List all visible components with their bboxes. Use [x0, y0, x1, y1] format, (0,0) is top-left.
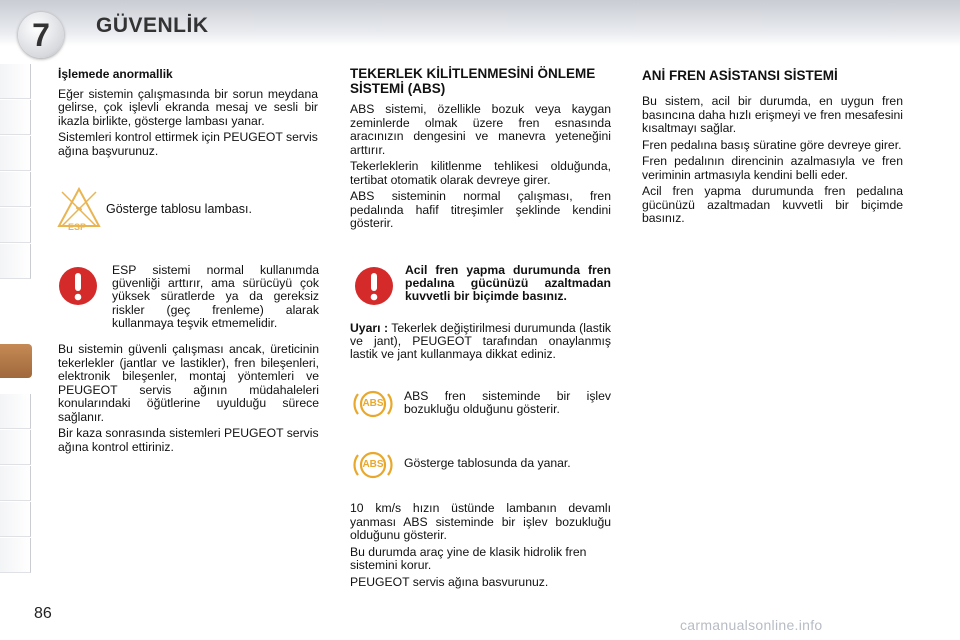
chapter-tab[interactable]	[0, 430, 31, 465]
chapter-tab[interactable]	[0, 502, 31, 537]
chapter-tab[interactable]	[0, 136, 31, 171]
paragraph: Sistemleri kontrol ettirmek için PEUGEOT servis ağına başvurunuz.	[58, 130, 318, 158]
left-column-bottom	[58, 343, 319, 457]
right-column	[642, 68, 903, 229]
chapter-number-badge: 7	[18, 12, 64, 58]
chapter-tab[interactable]	[0, 172, 31, 207]
chapter-tab[interactable]	[0, 538, 31, 573]
middle-column-bottom	[350, 502, 611, 592]
brake-assist-title: ANİ FREN ASİSTANSI SİSTEMİ	[642, 68, 838, 83]
chapter-tab[interactable]	[0, 208, 31, 243]
abs-warning-icon	[352, 388, 394, 425]
paragraph: Fren pedalına basış süratine göre devreye girer.	[642, 137, 902, 152]
page-title: GÜVENLİK	[96, 14, 209, 37]
paragraph: 10 km/s hızın üstünde lambanın devamlı yanması ABS sisteminde bir işlev bozukluğu olduğunu gösterir.	[350, 501, 611, 542]
chapter-tab[interactable]	[0, 64, 31, 99]
paragraph: Bir kaza sonrasında sistemleri PEUGEOT servis ağına kontrol ettiriniz.	[58, 426, 319, 454]
esp-lamp-caption: Gösterge tablosu lambası.	[106, 202, 252, 216]
page-number: 86	[34, 605, 52, 622]
chapter-tab-active[interactable]	[0, 344, 32, 378]
abs-warning-icon	[352, 449, 394, 486]
paragraph: PEUGEOT servis ağına basvurunuz.	[350, 574, 549, 589]
exclamation-warning-icon	[354, 266, 394, 311]
caution-label: Uyarı :	[350, 321, 389, 335]
paragraph: ABS sisteminin normal çalışması, fren pedalında hafif titreşimler şeklinde kendini gösterir.	[350, 189, 611, 230]
paragraph: Fren pedalının direncinin azalmasıyla ve fren veriminin artmasıyla kendini belli eder.	[642, 154, 903, 182]
chapter-tab[interactable]	[0, 466, 31, 501]
watermark: carmanualsonline.info	[680, 617, 823, 633]
abs-fault-caption: ABS fren sisteminde bir işlev bozukluğu olduğunu gösterir.	[404, 389, 611, 417]
left-column-top	[58, 68, 318, 161]
paragraph: ABS sistemi, özellikle bozuk veya kaygan zeminlerde olmak üzere fren esnasında aracınızın dengesini ve manevra yeteneğini arttırır.	[350, 102, 611, 157]
chapter-tab[interactable]	[0, 394, 31, 429]
paragraph: Bu sistemin güvenli çalışması ancak, üreticinin tekerlekler (jantlar ve lastikler), fren bileşenleri, elektronik bileşenler, montaj yöntemleri ve PEUGEOT servis ağının müdahaleleri konularındaki öğütlerine uyulduğu sürece sağlanır.	[58, 342, 319, 424]
paragraph: Tekerleklerin kilitlenme tehlikesi olduğunda, tertibat otomatik olarak devreye girer.	[350, 159, 611, 187]
paragraph: Bu durumda araç yine de klasik hidrolik fren sistemini korur.	[350, 544, 587, 572]
paragraph: Bu sistem, acil bir durumda, en uygun fren basıncına daha hızlı erişmeyi ve fren mesafesini kısaltmayı sağlar.	[642, 94, 903, 135]
svg-text:⌁: ⌁	[75, 203, 83, 215]
abs-section-title: TEKERLEK KİLİTLENMESİNİ ÖNLEME SİSTEMİ (ABS)	[350, 66, 596, 96]
caution-text: Tekerlek değiştirilmesi durumunda (lastik ve jant), PEUGEOT tarafından onaylanmış lastik ve jant kullanmaya dikkat ediniz.	[350, 321, 611, 362]
chapter-tab[interactable]	[0, 100, 31, 135]
subheading-malfunction: İşlemede anormallik	[58, 67, 173, 81]
chapter-tab[interactable]	[0, 244, 31, 279]
paragraph: Eğer sistemin çalışmasında bir sorun meydana gelirse, çok işlevli ekranda mesaj ve sesli bir ikazla birlikte, gösterge lambası yanar.	[58, 86, 318, 128]
esp-warning-text: ESP sistemi normal kullanımda güvenliği arttırır, ama sürücüyü çok yüksek süratlerde ya da gereksiz riskler (geç frenleme) alarak kullanmaya teşvik etmemelidir.	[112, 263, 319, 330]
middle-column-top	[350, 66, 611, 234]
abs-icon-label: ABS	[362, 398, 384, 409]
esp-icon-label: ESP	[68, 222, 87, 232]
abs-icon-label: ABS	[362, 459, 384, 470]
caution-note	[350, 322, 611, 362]
paragraph: Acil fren yapma durumunda fren pedalına gücünüzü azaltmadan kuvvetli bir biçimde basınız.	[642, 184, 903, 225]
emergency-braking-warning: Acil fren yapma durumunda fren pedalına gücünüzü azaltmadan kuvvetli bir biçimde basınız.	[405, 263, 611, 304]
abs-lamp-caption: Gösterge tablosunda da yanar.	[404, 456, 571, 470]
exclamation-warning-icon	[58, 266, 98, 311]
